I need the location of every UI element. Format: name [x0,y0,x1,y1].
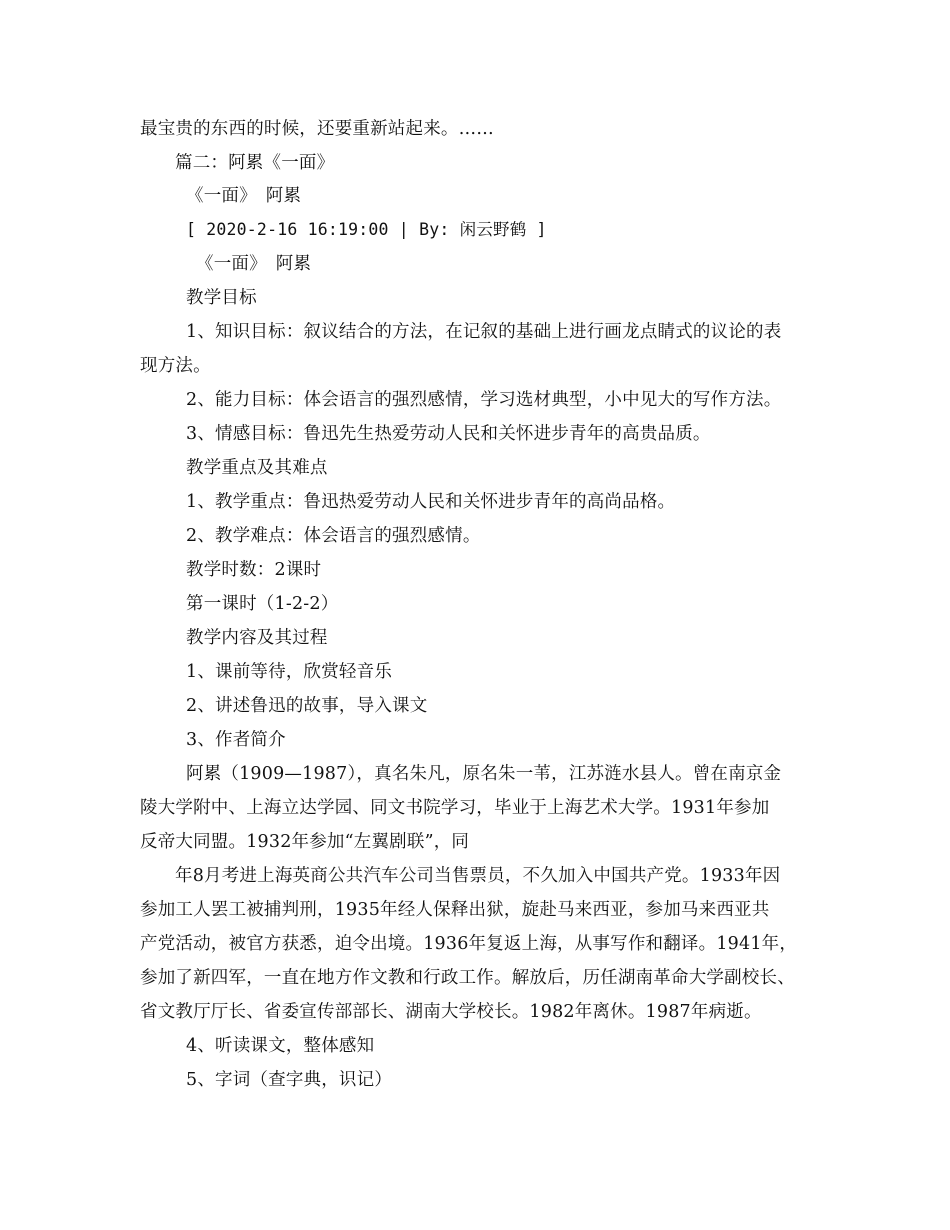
body-text-line: 现方法。 [140,356,211,376]
body-text-line: 教学时数：2课时 [186,560,322,580]
heading-key-points: 教学重点及其难点 [186,458,328,478]
heading-content-process: 教学内容及其过程 [186,628,328,648]
body-text-line: 2、讲述鲁迅的故事，导入课文 [186,696,428,716]
body-text-line: 反帝大同盟。1932年参加“左翼剧联”，同 [140,832,470,852]
body-text-line: 年8月考进上海英商公共汽车公司当售票员，不久加入中国共产党。1933年因 [175,866,781,886]
body-text-line: 1、教学重点：鲁迅热爱劳动人民和关怀进步青年的高尚品格。 [186,492,676,512]
body-text-line: 陵大学附中、上海立达学园、同文书院学习，毕业于上海艺术大学。1931年参加 [140,798,770,818]
article-title-repeat: 《一面》 阿累 [196,254,312,274]
body-text-line: 产党活动，被官方获悉，迫令出境。1936年复返上海，从事写作和翻译。1941年， [140,934,798,954]
heading-teaching-goals: 教学目标 [186,288,257,308]
body-text-line: 第一课时（1-2-2） [186,594,339,614]
body-text-line: 参加工人罢工被捕判刑，1935年经人保释出狱，旋赴马来西亚，参加马来西亚共 [140,900,770,920]
body-text-line: 3、作者简介 [186,730,286,750]
body-text-line: 3、情感目标：鲁迅先生热爱劳动人民和关怀进步青年的高贵品质。 [186,424,711,444]
body-text-line: 5、字词（查字典，识记） [186,1070,393,1090]
body-text-line: 4、听读课文，整体感知 [186,1036,375,1056]
body-text-line: 最宝贵的东西的时候，还要重新站起来。…… [140,119,494,139]
body-text-line: 1、知识目标：叙议结合的方法，在记叙的基础上进行画龙点睛式的议论的表 [186,322,782,342]
body-text-line: 2、能力目标：体会语言的强烈感情，学习选材典型，小中见大的写作方法。 [186,390,782,410]
section-heading: 篇二：阿累《一面》 [175,153,335,173]
body-text-line: 省文教厅厅长、省委宣传部部长、湖南大学校长。1982年离休。1987年病逝。 [140,1002,762,1022]
body-text-line: 2、教学难点：体会语言的强烈感情。 [186,526,481,546]
article-title: 《一面》 阿累 [186,186,302,206]
article-meta: [ 2020-2-16 16:19:00 | By: 闲云野鹤 ] [186,220,547,239]
body-text-line: 1、课前等待，欣赏轻音乐 [186,662,393,682]
body-text-line: 阿累（1909—1987），真名朱凡，原名朱一苇，江苏涟水县人。曾在南京金 [186,764,782,784]
body-text-line: 参加了新四军，一直在地方作文教和行政工作。解放后，历任湖南革命大学副校长、 [140,968,795,988]
